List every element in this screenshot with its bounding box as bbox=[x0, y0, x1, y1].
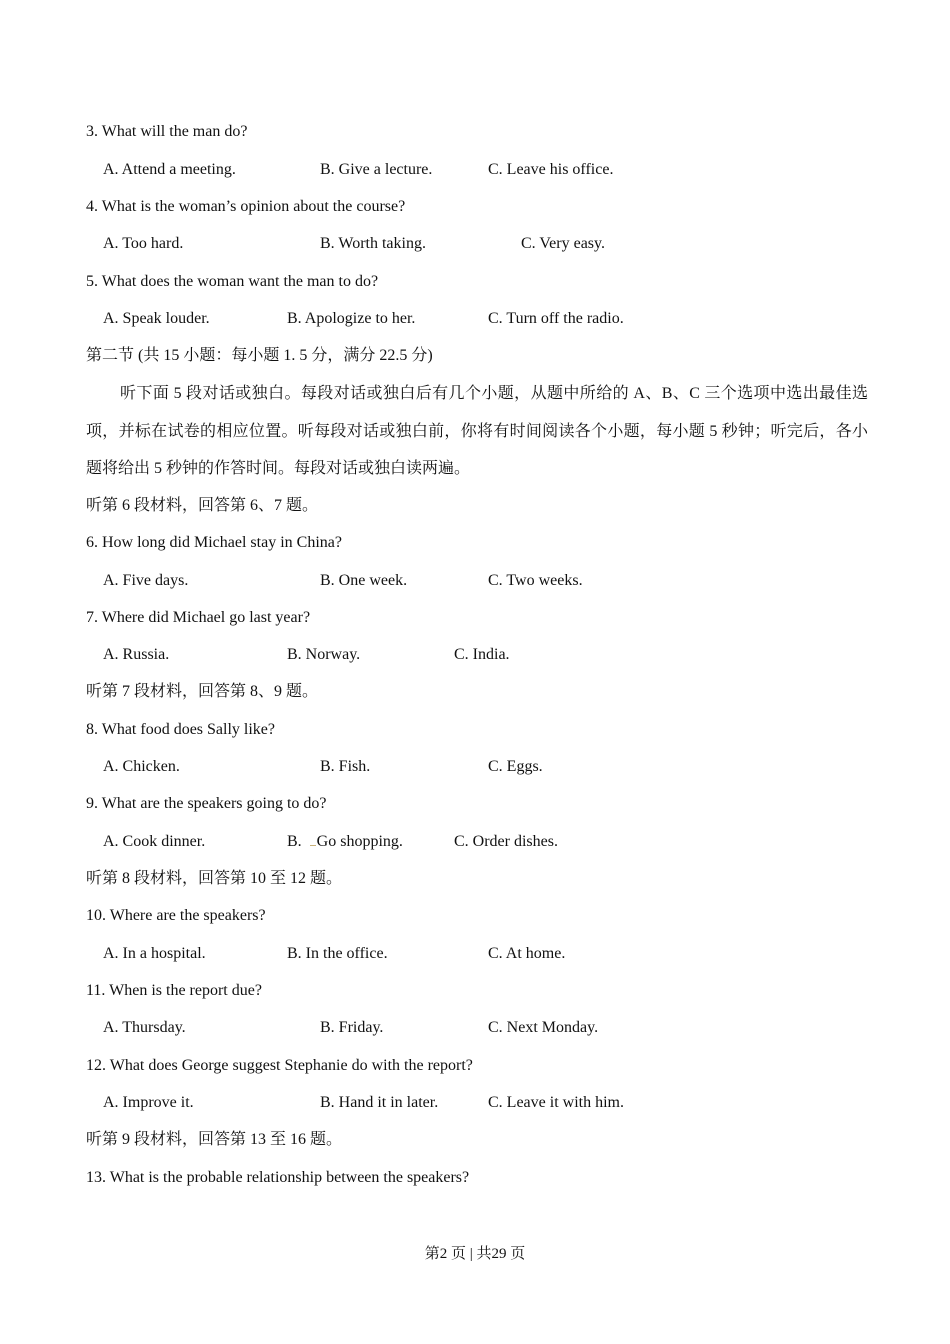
option-a: A. Five days. bbox=[103, 572, 189, 589]
question-3: 3. What will the man do? bbox=[86, 123, 248, 140]
option-c: C. Next Monday. bbox=[488, 1019, 599, 1036]
option-a: A. Russia. bbox=[103, 646, 170, 663]
option-b: B. Give a lecture. bbox=[320, 161, 433, 178]
option-a: A. Chicken. bbox=[103, 758, 180, 775]
question-4: 4. What is the woman’s opinion about the course? bbox=[86, 198, 406, 215]
question-12: 12. What does George suggest Stephanie do with the report? bbox=[86, 1057, 473, 1074]
option-b: B. Norway. bbox=[287, 646, 361, 663]
question-5: 5. What does the woman want the man to do? bbox=[86, 273, 379, 290]
option-c: C. Eggs. bbox=[488, 758, 543, 775]
section-instructions: 听下面 5 段对话或独白。每段对话或独白后有几个小题，从题中所给的 A、B、C 三个选项中选出最佳选项，并标在试卷的相应位置。听每段对话或独白前，你将有时间阅读各个小题，每小题 5 秒钟；听完后，各小题将给出 5 秒钟的作答时间。每段对话或独白读两遍。 bbox=[86, 385, 868, 477]
option-b: B. Fish. bbox=[320, 758, 371, 775]
group-9-heading: 听第 9 段材料，回答第 13 至 16 题。 bbox=[86, 1131, 343, 1148]
option-c: C. Very easy. bbox=[521, 235, 605, 252]
option-b: B. Friday. bbox=[320, 1019, 384, 1036]
section-heading: 第二节 (共 15 小题：每小题 1. 5 分，满分 22.5 分) bbox=[86, 347, 433, 364]
question-11-options bbox=[103, 1018, 883, 1038]
option-c: C. Turn off the radio. bbox=[488, 310, 624, 327]
question-3-options bbox=[103, 160, 883, 180]
option-c: C. Leave it with him. bbox=[488, 1094, 624, 1111]
option-b bbox=[287, 832, 403, 852]
option-b: B. Hand it in later. bbox=[320, 1094, 439, 1111]
option-b: B. One week. bbox=[320, 572, 408, 589]
option-b: B. In the office. bbox=[287, 945, 388, 962]
question-9-options bbox=[103, 832, 883, 852]
option-a: A. Thursday. bbox=[103, 1019, 186, 1036]
option-b: B. Apologize to her. bbox=[287, 310, 416, 327]
page-footer: 第2 页 | 共29 页 bbox=[424, 1246, 526, 1262]
option-b-text: Go shopping. bbox=[316, 833, 403, 850]
question-6: 6. How long did Michael stay in China? bbox=[86, 534, 342, 551]
question-7-options bbox=[103, 645, 883, 665]
option-a: A. In a hospital. bbox=[103, 945, 206, 962]
option-c: C. India. bbox=[454, 646, 510, 663]
group-7-heading: 听第 7 段材料，回答第 8、9 题。 bbox=[86, 683, 319, 700]
option-c: C. Order dishes. bbox=[454, 833, 558, 850]
question-6-options bbox=[103, 571, 883, 591]
option-c: C. Two weeks. bbox=[488, 572, 583, 589]
option-a: A. Too hard. bbox=[103, 235, 184, 252]
option-a: A. Improve it. bbox=[103, 1094, 194, 1111]
question-12-options bbox=[103, 1093, 883, 1113]
option-a: A. Cook dinner. bbox=[103, 833, 206, 850]
group-6-heading: 听第 6 段材料，回答第 6、7 题。 bbox=[86, 497, 319, 514]
option-b-prefix: B. bbox=[287, 833, 302, 850]
question-10: 10. Where are the speakers? bbox=[86, 907, 266, 924]
question-11: 11. When is the report due? bbox=[86, 982, 262, 999]
question-13: 13. What is the probable relationship between the speakers? bbox=[86, 1169, 470, 1186]
edit-mark-icon bbox=[310, 843, 316, 846]
question-8-options bbox=[103, 757, 883, 777]
question-5-options bbox=[103, 309, 883, 329]
group-8-heading: 听第 8 段材料，回答第 10 至 12 题。 bbox=[86, 870, 343, 887]
question-9: 9. What are the speakers going to do? bbox=[86, 795, 327, 812]
option-c: C. At home. bbox=[488, 945, 566, 962]
option-b: B. Worth taking. bbox=[320, 235, 426, 252]
question-7: 7. Where did Michael go last year? bbox=[86, 609, 311, 626]
question-8: 8. What food does Sally like? bbox=[86, 721, 275, 738]
question-10-options bbox=[103, 944, 883, 964]
option-c: C. Leave his office. bbox=[488, 161, 614, 178]
option-a: A. Speak louder. bbox=[103, 310, 210, 327]
option-a: A. Attend a meeting. bbox=[103, 161, 236, 178]
question-4-options bbox=[103, 234, 883, 254]
